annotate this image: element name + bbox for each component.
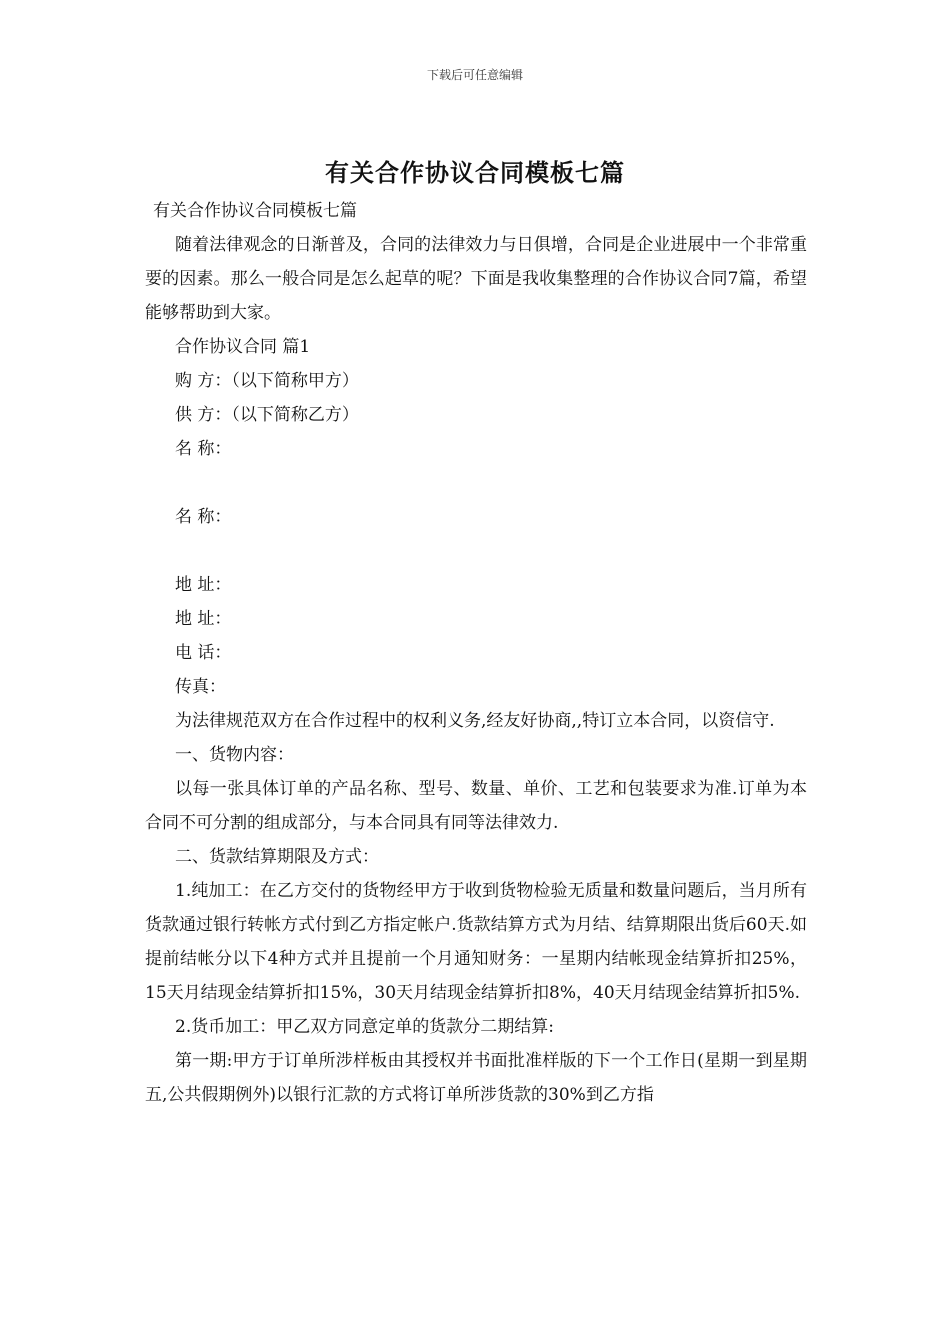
field-fax: 传真：	[175, 677, 226, 697]
page-header-note: 下载后可任意编辑	[426, 68, 523, 82]
section-heading: 合作协议合同 篇1	[175, 337, 311, 357]
clause-1-body: 以每一张具体订单的产品名称、型号、数量、单价、工艺和包装要求为准.订单为本合同不可分割的组成部分，与本合同具有同等法律效力.	[145, 779, 807, 833]
document-body	[145, 194, 807, 1112]
clause-2-item-1: 1.纯加工：在乙方交付的货物经甲方于收到货物检验无质量和数量问题后，当月所有货款通过银行转帐方式付到乙方指定帐户.货款结算方式为月结、结算期限出货后60天.如提前结帐分以下4种方式并且提前一个月通知财务：一星期内结帐现金结算折扣25%，15天月结现金结算折扣15%，30天月结现金结算折扣8%，40天月结现金结算折扣5%.	[145, 881, 807, 1003]
field-supplier: 供 方：（以下简称乙方）	[175, 405, 359, 425]
intro-paragraph: 随着法律观念的日渐普及，合同的法律效力与日俱增，合同是企业进展中一个非常重要的因素。那么一般合同是怎么起草的呢？下面是我收集整理的合作协议合同7篇，希望能够帮助到大家。	[145, 235, 807, 323]
spacer	[145, 534, 807, 568]
field-address-2: 地 址：	[175, 609, 232, 629]
field-phone: 电 话：	[175, 643, 232, 663]
clause-2-item-2: 2.货币加工：甲乙双方同意定单的货款分二期结算:	[175, 1017, 554, 1037]
clause-2-title: 二、货款结算期限及方式：	[175, 847, 379, 867]
document-title: 有关合作协议合同模板七篇	[325, 159, 625, 187]
spacer	[145, 466, 807, 500]
clause-2-phase-1: 第一期:甲方于订单所涉样板由其授权并书面批准样版的下一个工作日(星期一到星期五,公共假期例外)以银行汇款的方式将订单所涉货款的30%到乙方指	[145, 1051, 807, 1105]
purpose-paragraph: 为法律规范双方在合作过程中的权利义务,经友好协商,,特订立本合同，以资信守.	[175, 711, 775, 731]
field-name-1: 名 称：	[175, 439, 232, 459]
field-name-2: 名 称：	[175, 507, 232, 527]
clause-1-title: 一、货物内容：	[175, 745, 294, 765]
field-buyer: 购 方：（以下简称甲方）	[175, 371, 359, 391]
field-address-1: 地 址：	[175, 575, 232, 595]
document-subtitle: 有关合作协议合同模板七篇	[153, 201, 357, 221]
